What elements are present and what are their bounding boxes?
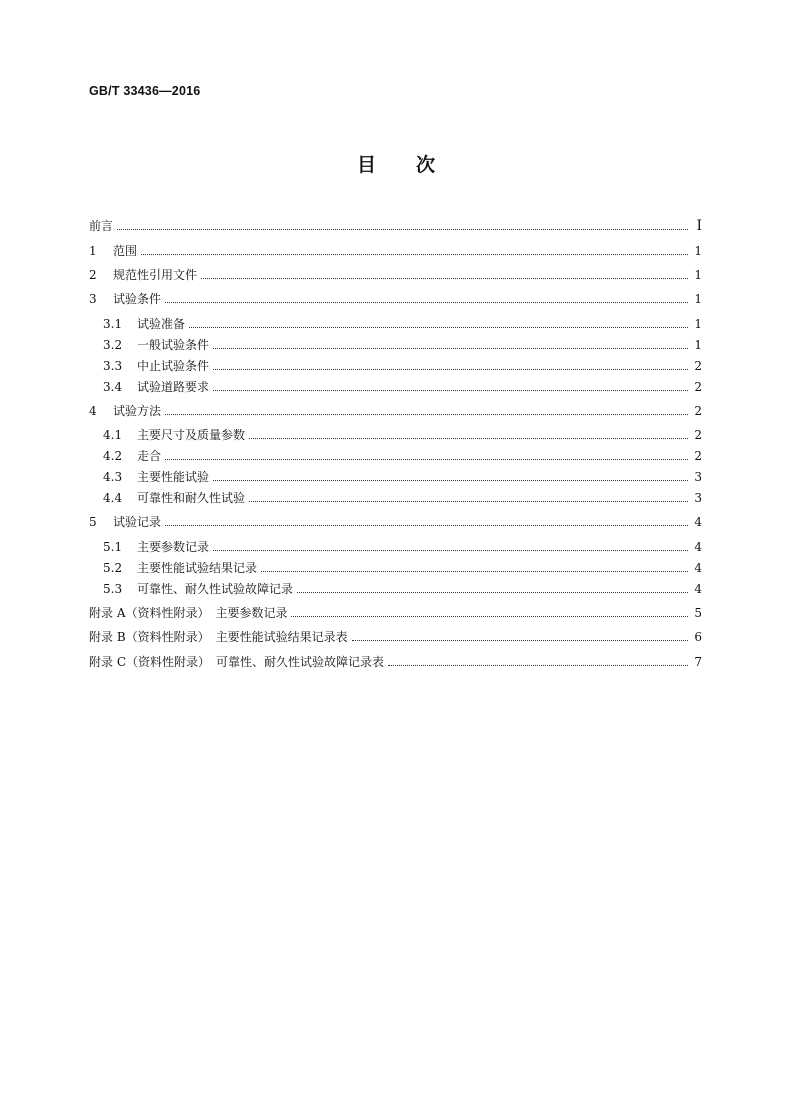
toc-leader-dots [291,615,688,617]
toc-entry-label: 试验方法 [113,404,162,418]
toc-entry-page: 2 [694,449,702,463]
toc-entry-label: 主要性能试验 [137,470,210,484]
toc-entry-page: 6 [694,630,702,644]
toc-entry-page: 7 [694,655,702,669]
toc-entry[interactable] [89,650,702,670]
toc-entry-page: 4 [694,582,702,596]
toc-entry-number: 2 [89,268,97,282]
toc-entry-number: 3.2 [103,338,123,352]
toc-leader-dots [213,549,688,551]
toc-entry-label: 一般试验条件 [137,338,210,352]
toc-entry[interactable] [89,510,702,530]
toc-entry-number: 4.1 [103,428,123,442]
standard-code: GB/T 33436—2016 [89,84,201,98]
toc-entry-page: I [696,218,702,234]
toc-leader-dots [165,301,688,303]
toc-leader-dots [165,524,688,526]
toc-leader-dots [388,664,688,666]
toc-entry-label: 走合 [137,449,162,463]
toc-entry-number: 3.4 [103,380,123,394]
toc-entry-label: 主要参数记录 [137,540,210,554]
toc-entry[interactable] [103,444,702,464]
toc-leader-dots [165,413,688,415]
toc-leader-dots [249,500,688,502]
toc-entry-number: 5.3 [103,582,123,596]
toc-entry-number: 3.1 [103,317,123,331]
toc-entry-page: 1 [694,268,702,282]
toc-entry-label: 试验条件 [113,292,162,306]
toc-leader-dots [249,437,688,439]
toc-entry-page: 1 [694,292,702,306]
toc-entry[interactable] [89,625,702,645]
toc-leader-dots [352,639,688,641]
toc-leader-dots [213,347,688,349]
toc-entry-page: 3 [694,491,702,505]
toc-entry-page: 1 [694,317,702,331]
toc-entry-label: 附录 A（资料性附录） 主要参数记录 [89,606,288,620]
toc-entry-page: 4 [694,540,702,554]
toc-entry-page: 2 [694,359,702,373]
toc-entry-number: 3 [89,292,97,306]
toc-leader-dots [213,479,688,481]
toc-entry[interactable] [103,486,702,506]
toc-entry-number: 5.1 [103,540,123,554]
toc-leader-dots [297,591,688,593]
toc-entry-label: 规范性引用文件 [113,268,198,282]
toc-leader-dots [117,228,688,230]
toc-leader-dots [261,570,688,572]
toc-entry[interactable] [89,239,702,259]
toc-entry[interactable] [103,312,702,332]
toc-entry[interactable] [89,214,702,234]
toc-leader-dots [165,458,688,460]
toc-entry-label: 中止试验条件 [137,359,210,373]
toc-entry-label: 试验准备 [137,317,186,331]
toc-entry-page: 4 [694,561,702,575]
toc-leader-dots [213,368,688,370]
toc-entry-label: 主要尺寸及质量参数 [137,428,246,442]
toc-entry-page: 2 [694,404,702,418]
toc-entry-number: 3.3 [103,359,123,373]
toc-entry-label: 试验记录 [113,515,162,529]
toc-entry-number: 5.2 [103,561,123,575]
toc-entry-label: 可靠性和耐久性试验 [137,491,246,505]
toc-entry-page: 2 [694,380,702,394]
toc-entry-label: 可靠性、耐久性试验故障记录 [137,582,294,596]
page-title [0,150,792,177]
toc-entry-label: 范围 [113,244,138,258]
toc-entry-page: 2 [694,428,702,442]
toc-entry[interactable] [103,535,702,555]
toc-leader-dots [189,326,688,328]
page-title-char-2: 次 [416,154,436,176]
toc-entry-page: 1 [694,338,702,352]
toc-entry[interactable] [103,556,702,576]
page-title-char-1: 目 [356,154,376,176]
toc-entry-number: 4.2 [103,449,123,463]
toc-entry[interactable] [103,375,702,395]
toc-entry-label: 前言 [89,219,114,233]
toc-leader-dots [213,389,688,391]
toc-entry[interactable] [103,577,702,597]
toc-entry[interactable] [103,465,702,485]
toc-entry-number: 5 [89,515,97,529]
toc-entry-number: 4 [89,404,97,418]
toc-entry-page: 3 [694,470,702,484]
toc-entry[interactable] [103,423,702,443]
toc-entry-number: 4.3 [103,470,123,484]
toc-entry-page: 1 [694,244,702,258]
toc-entry-page: 4 [694,515,702,529]
toc-entry-label: 附录 C（资料性附录） 可靠性、耐久性试验故障记录表 [89,655,384,669]
toc-entry[interactable] [103,333,702,353]
toc-leader-dots [201,277,688,279]
toc-entry[interactable] [89,601,702,621]
toc-entry-label: 主要性能试验结果记录 [137,561,258,575]
toc-entry-number: 1 [89,244,97,258]
toc-entry[interactable] [89,399,702,419]
toc-leader-dots [141,253,688,255]
toc-entry[interactable] [89,287,702,307]
toc-entry-label: 试验道路要求 [137,380,210,394]
toc-entry[interactable] [103,354,702,374]
toc-entry-page: 5 [694,606,702,620]
toc-entry-label: 附录 B（资料性附录） 主要性能试验结果记录表 [89,630,348,644]
toc-entry-number: 4.4 [103,491,123,505]
toc-entry[interactable] [89,263,702,283]
